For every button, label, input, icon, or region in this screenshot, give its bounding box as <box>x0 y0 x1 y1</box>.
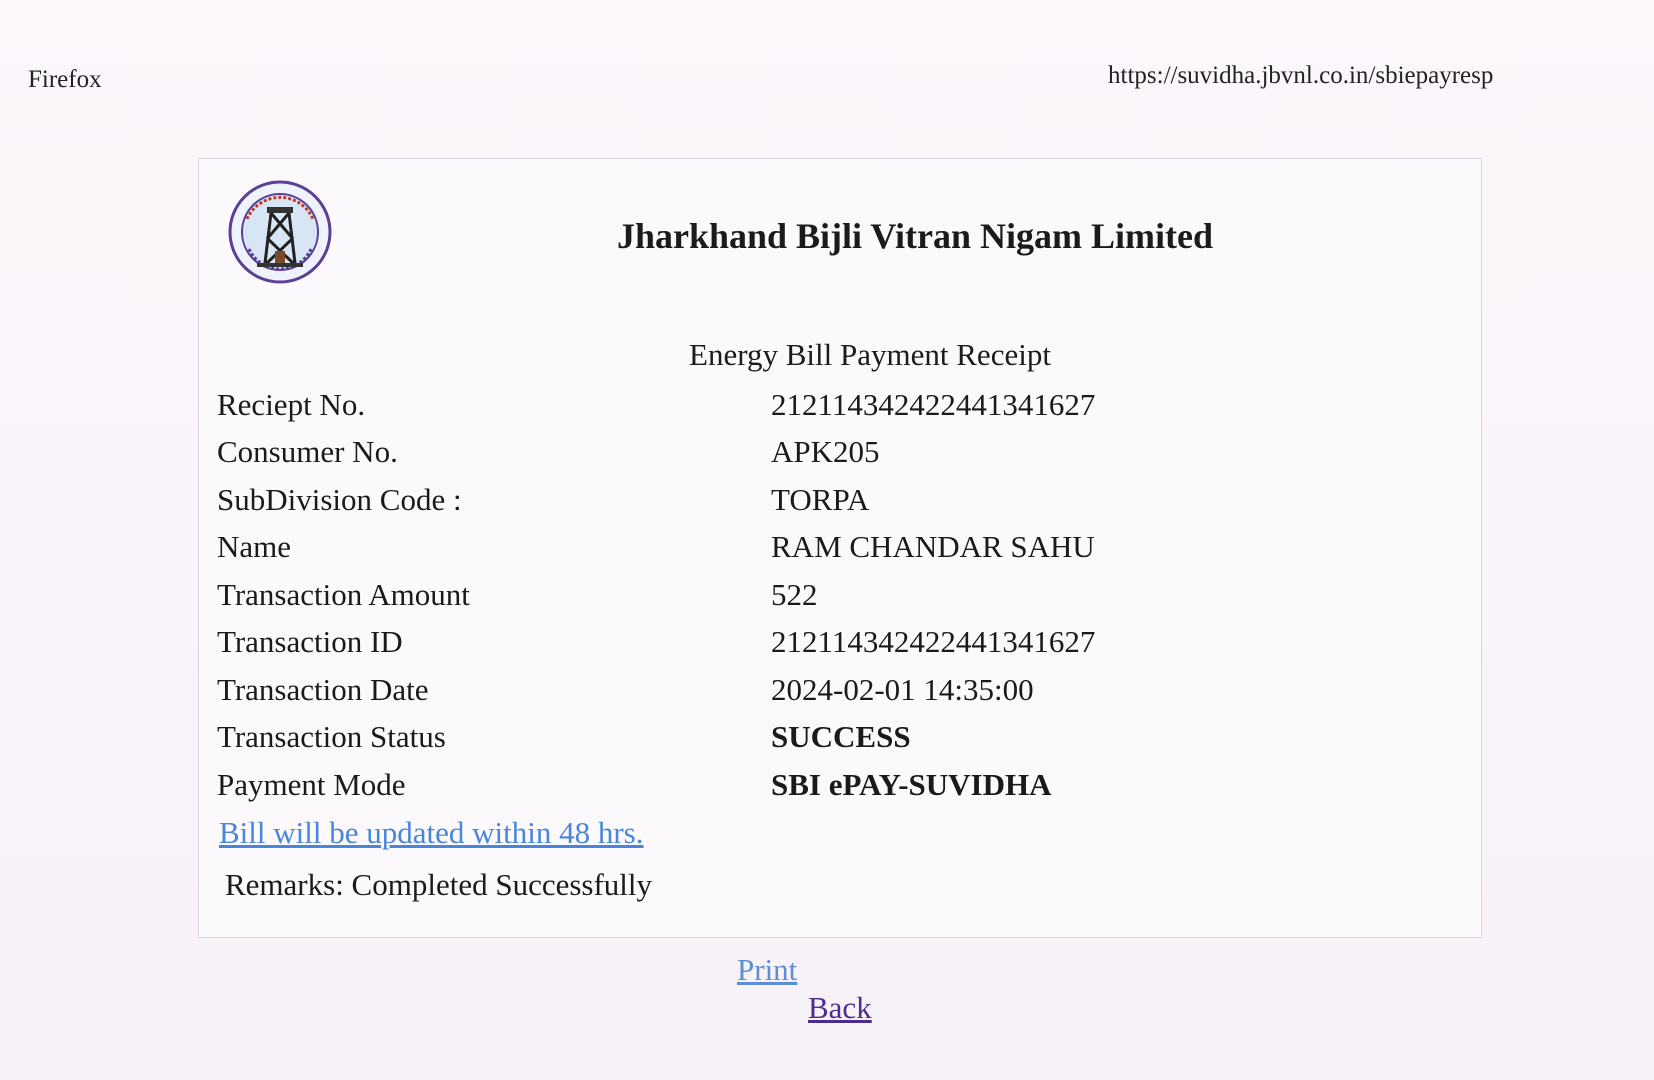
print-link[interactable]: Print <box>737 952 798 987</box>
row-value: APK205 <box>771 434 880 470</box>
bill-update-note-link[interactable]: Bill will be updated within 48 hrs. <box>219 815 644 850</box>
row-label: Name <box>217 529 292 565</box>
row-value: 212114342422441341627 <box>771 386 1096 422</box>
receipt-title: Energy Bill Payment Receipt <box>689 337 1051 372</box>
remarks-text: Remarks: Completed Successfully <box>225 867 653 902</box>
transaction-date-row <box>217 666 1457 714</box>
row-value: TORPA <box>771 481 870 517</box>
row-label: Transaction Date <box>217 671 429 707</box>
subdivision-code-row <box>217 476 1457 524</box>
row-label: SubDivision Code : <box>217 481 462 517</box>
transaction-amount-row <box>217 571 1457 619</box>
row-label: Reciept No. <box>217 386 366 422</box>
row-value: 522 <box>771 576 818 612</box>
row-value: 2024-02-01 14:35:00 <box>771 671 1034 707</box>
row-value: RAM CHANDAR SAHU <box>771 529 1095 565</box>
page-url: https://suvidha.jbvnl.co.in/sbiepayresp <box>1108 62 1494 89</box>
organization-name: Jharkhand Bijli Vitran Nigam Limited <box>616 216 1214 256</box>
row-label: Transaction ID <box>217 624 403 660</box>
transaction-status-row <box>217 714 1457 762</box>
receipt-no-row <box>217 381 1457 429</box>
receipt-panel <box>198 158 1482 938</box>
row-value: 212114342422441341627 <box>771 624 1096 660</box>
row-label: Transaction Status <box>217 719 446 755</box>
transaction-id-row <box>217 619 1457 667</box>
back-link[interactable]: Back <box>808 990 872 1025</box>
consumer-no-row <box>217 429 1457 477</box>
browser-name: Firefox <box>28 66 102 93</box>
payment-mode-row <box>217 761 1457 809</box>
row-label: Consumer No. <box>217 434 398 470</box>
payment-mode-value: SBI ePAY-SUVIDHA <box>771 766 1052 802</box>
status-value: SUCCESS <box>771 719 911 755</box>
row-label: Transaction Amount <box>217 576 470 612</box>
name-row <box>217 524 1457 572</box>
receipt-details <box>217 381 1457 809</box>
row-label: Payment Mode <box>217 766 406 802</box>
